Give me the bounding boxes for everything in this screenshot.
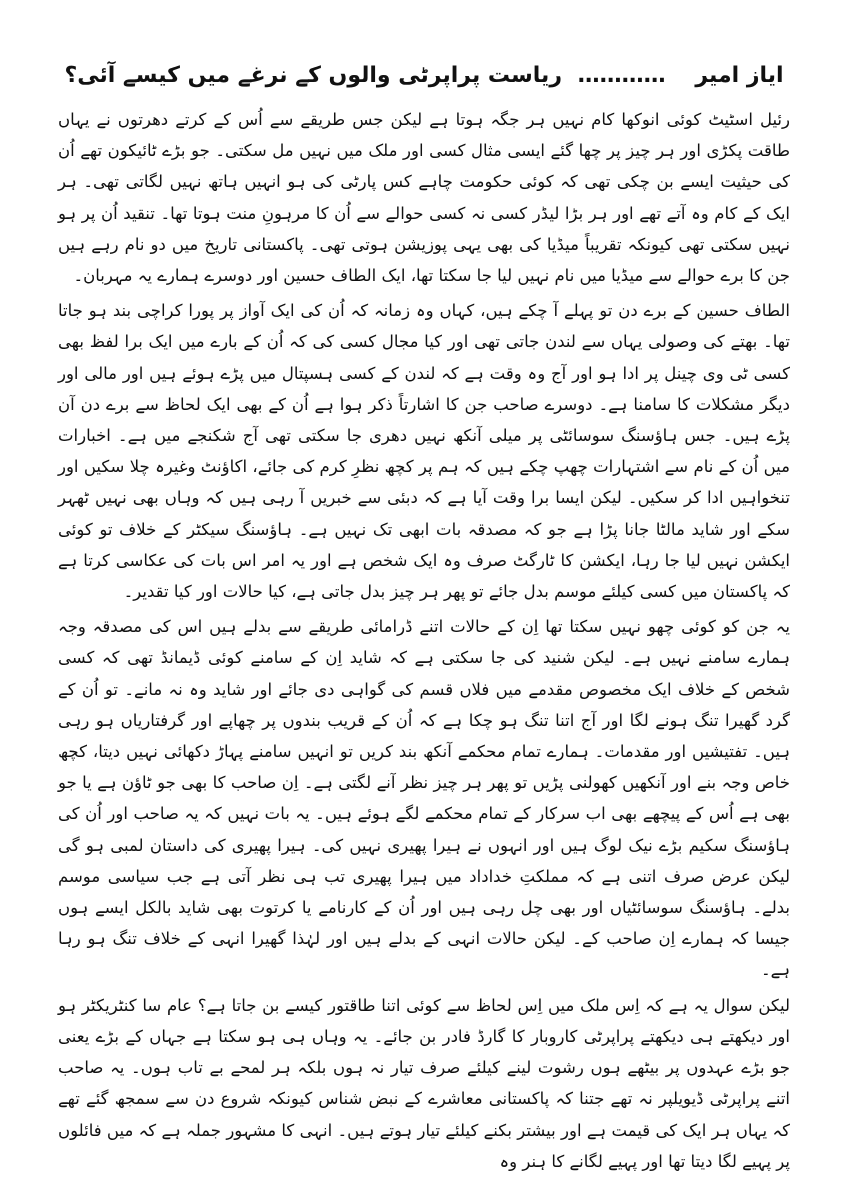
paragraph-3: یہ جن کو کوئی چھو نہیں سکتا تھا اِن کے حالات اتنے ڈرامائی طریقے سے بدلے ہیں اس کی مصدقہ وجہ ہمارے سامنے نہیں ہے۔ لیکن شنید کی جا سکتی ہے کہ شاید اِن کے سامنے کوئی ڈیمانڈ تھی کہ کسی شخص کے خلاف ایک مخصوص مقدمے میں فلاں قسم کی گواہی دی جائے اور شاید وہ نہ مانے۔ تو اُن کے گرد گھیرا تنگ ہونے لگا اور آج اتنا تنگ ہو چکا ہے کہ اُن کے قریب بندوں پر چھاپے اور گرفتاریاں ہو رہی ہیں۔ تفتیشیں اور مقدمات۔ ہمارے تمام محکمے آنکھ بند کریں تو انہیں سامنے پہاڑ دکھائی نہیں دیتا، کچھ خاص وجہ بنے اور آنکھیں کھولنی پڑیں تو پھر ہر چیز نظر آنے لگتی ہے۔ اِن صاحب کا بھی جو ٹاؤن ہے یا جو بھی ہے اُس کے پیچھے بھی اب سرکار کے تمام محکمے لگے ہوئے ہیں۔ یہ بات نہیں کہ یہ صاحب اور اُن کی ہاؤسنگ سکیم بڑے نیک لوگ ہیں اور انہوں نے ہیرا پھیری نہیں کی۔ ہیرا پھیری کی داستان لمبی ہو گی لیکن عرض صرف اتنی ہے کہ مملکتِ خداداد میں ہیرا پھیری تب ہی نظر آتی ہے جب سیاسی موسم بدلے۔ ہاؤسنگ سوسائٹیاں اور بھی چل رہی ہیں اور اُن کے کارنامے یا کرتوت بھی شاید بالکل ایسے ہوں جیسا کہ ہمارے اِن صاحب کے۔ لیکن حالات انہی کے بدلے ہیں اور لہٰذا گھیرا انہی کے خلاف تنگ ہو رہا ہے۔	[58, 617, 790, 980]
heading-separator: …………	[577, 63, 666, 88]
author-name: ایاز امیر	[695, 63, 784, 88]
article-heading	[58, 58, 790, 94]
paragraph-2: الطاف حسین کے برے دن تو پہلے آ چکے ہیں، کہاں وہ زمانہ کہ اُن کی ایک آواز پر پورا کراچی بند ہو جاتا تھا۔ بھتے کی وصولی یہاں سے لندن جاتی تھی اور کیا مجال کسی کی کہ اُن کے بارے میں ایک برا لفظ بھی کسی ٹی وی چینل پر ادا ہو اور آج وہ وقت ہے کہ لندن کے کسی ہسپتال میں پڑے ہوئے ہیں اور مالی اور دیگر مشکلات کا سامنا ہے۔ دوسرے صاحب جن کا اشارتاً ذکر ہوا ہے اُن کے بھی ایک لحاظ سے برے دن آن پڑے ہیں۔ جس ہاؤسنگ سوسائٹی پر میلی آنکھ نہیں دھری جا سکتی تھی آج شکنجے میں ہے۔ اخبارات میں اُن کے نام سے اشتہارات چھپ چکے ہیں کہ ہم پر کچھ نظرِ کرم کی جائے، اکاؤنٹ وغیرہ چلا سکیں اور تنخواہیں ادا کر سکیں۔ لیکن ایسا برا وقت آیا ہے کہ دبئی سے خبریں آ رہی ہیں کہ وہاں بھی نہیں ٹھہر سکے اور شاید مالٹا جانا پڑا ہے جو کہ مصدقہ بات ابھی تک نہیں ہے۔ ہاؤسنگ سیکٹر کے خلاف تو کوئی ایکشن نہیں لیا جا رہا، ایکشن کا ٹارگٹ صرف وہ ایک شخص ہے اور یہ امر اس بات کی عکاسی کرتا ہے کہ پاکستان میں کسی کیلئے موسم بدل جائے تو پھر ہر چیز بدل جاتی ہے، کیا حالات اور کیا تقدیر۔	[58, 301, 790, 602]
article-title: ریاست پراپرٹی والوں کے نرغے میں کیسے آئی؟	[64, 63, 562, 88]
paragraph-1: رئیل اسٹیٹ کوئی انوکھا کام نہیں ہر جگہ ہوتا ہے لیکن جس طریقے سے اُس کے کرتے دھرتوں نے یہاں طاقت پکڑی اور ہر چیز پر چھا گئے ایسی مثال کسی اور ملک میں نہیں مل سکتی۔ جو بڑے ٹائیکون تھے اُن کی حیثیت ایسے بن چکی تھی کہ کوئی حکومت چاہے کس پارٹی کی ہو انہیں ہاتھ نہیں لگاتی تھی۔ ہر ایک کے کام وہ آتے تھے اور ہر بڑا لیڈر کسی نہ کسی حوالے سے اُن کا مرہونِ منت ہوتا تھا۔ تنقید اُن پر ہو نہیں سکتی تھی کیونکہ تقریباً میڈیا کی بھی یہی پوزیشن ہوتی تھی۔ پاکستانی تاریخ میں دو نام رہے ہیں جن کا برے حوالے سے میڈیا میں نام نہیں لیا جا سکتا تھا، ایک الطاف حسین اور دوسرے ہمارے یہ مہربان۔	[58, 110, 790, 286]
paragraph-4: لیکن سوال یہ ہے کہ اِس ملک میں اِس لحاظ سے کوئی اتنا طاقتور کیسے بن جاتا ہے؟ عام سا کنٹریکٹر ہو اور دیکھتے ہی دیکھتے پراپرٹی کاروبار کا گارڈ فادر بن جائے۔ یہ وہاں ہی ہو سکتا ہے جہاں کے بڑے یعنی جو بڑے عہدوں پر بیٹھے ہوں رشوت لینے کیلئے صرف تیار نہ ہوں بلکہ ہر لمحے بے تاب ہوں۔ یہ صاحب اتنے پراپرٹی ڈیویلپر نہ تھے جتنا کہ پاکستانی معاشرے کے نبض شناس کیونکہ شروع دن سے سمجھ گئے تھے کہ یہاں ہر ایک کی قیمت ہے اور بیشتر بکنے کیلئے تیار ہوتے ہیں۔ انہی کا مشہور جملہ ہے کہ میں فائلوں پر پہیے لگا دیتا تھا اور پہیے لگانے کا ہنر وہ	[58, 995, 790, 1171]
